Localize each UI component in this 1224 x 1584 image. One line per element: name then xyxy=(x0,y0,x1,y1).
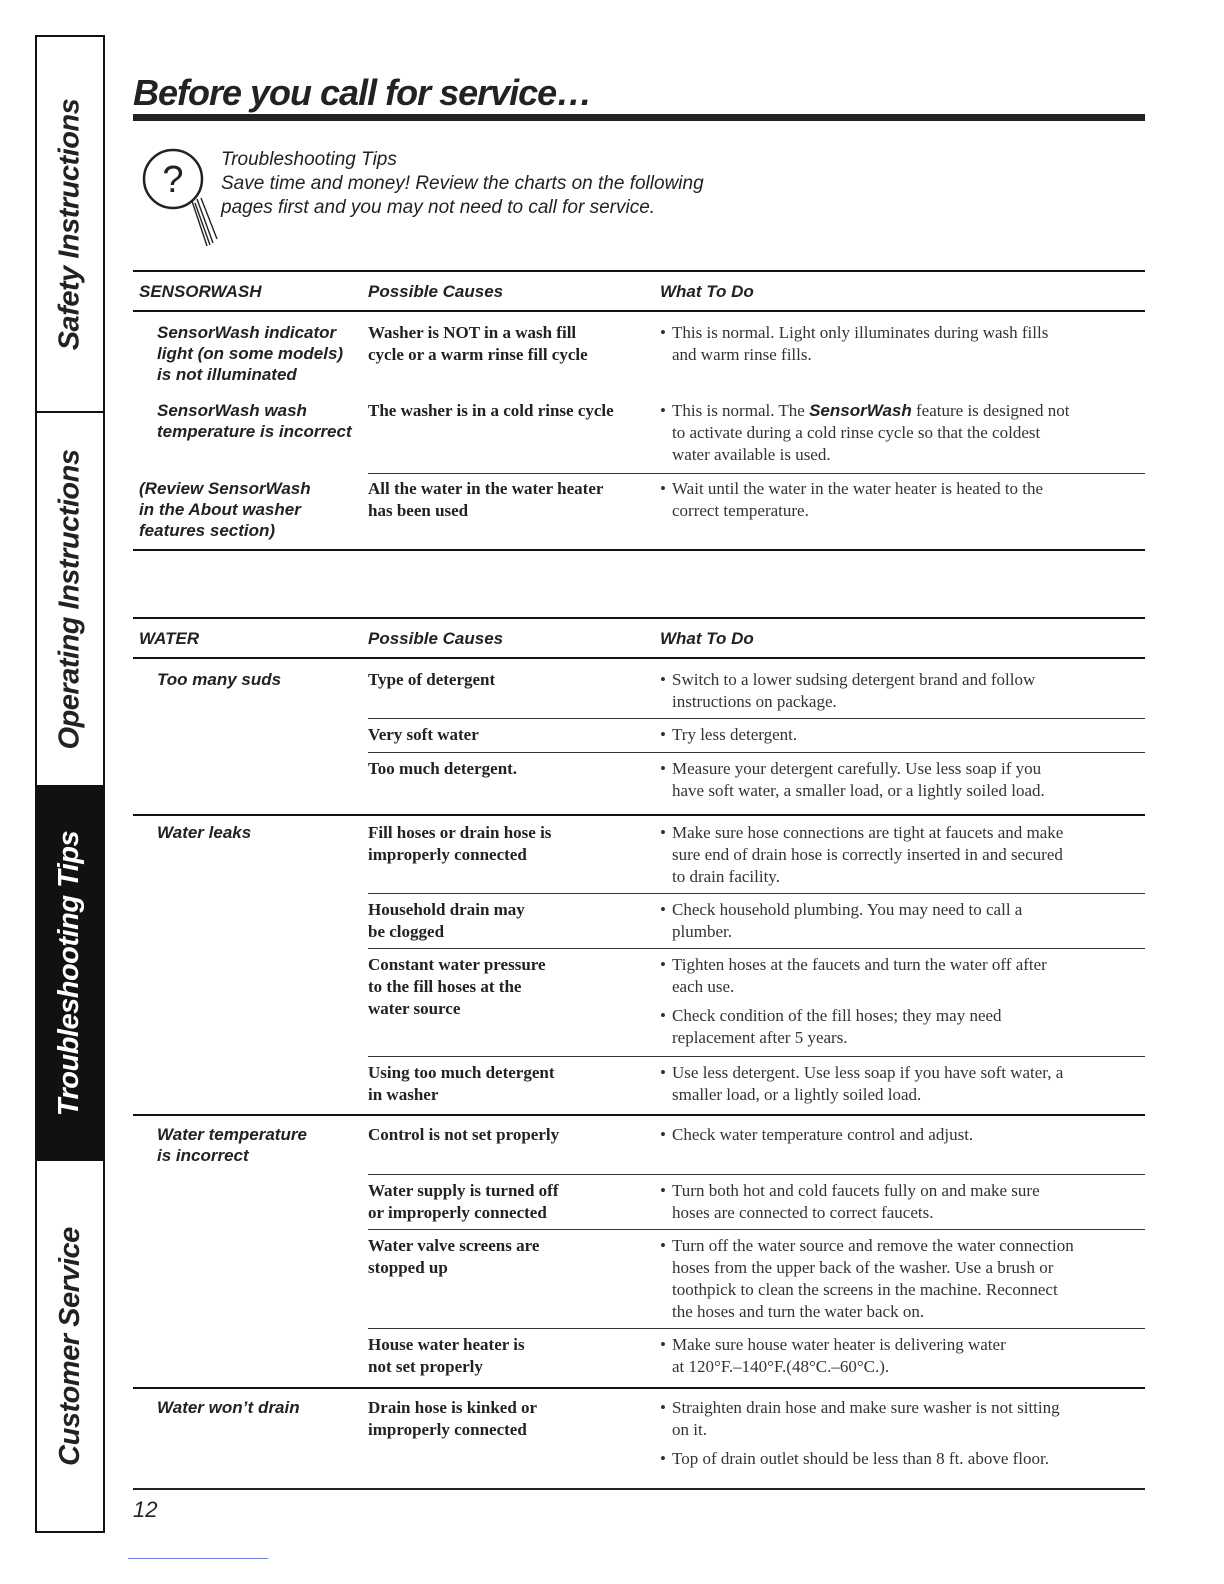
symptom-wont-drain: Water won’t drain xyxy=(157,1398,300,1417)
page-number: 12 xyxy=(133,1497,158,1522)
footer-rule xyxy=(133,1488,1145,1490)
cause-hose-kinked: Drain hose is kinked or improperly connected xyxy=(368,1398,538,1439)
cause-water-heater-used: All the water in the water heater has been used xyxy=(368,479,604,520)
link-underline xyxy=(128,1558,268,1559)
table-bottom-rule xyxy=(133,549,1145,551)
tips-heading: Troubleshooting Tips xyxy=(221,149,397,170)
sensorwash-brand: SensorWash xyxy=(809,401,912,420)
todo-check-temp-control: • Check water temperature control and adjust. xyxy=(660,1125,974,1144)
tips-intro xyxy=(221,148,704,220)
symptom-water-temperature: Water temperature is incorrect xyxy=(157,1125,307,1165)
tab-safety-instructions[interactable] xyxy=(37,37,103,413)
header-rule xyxy=(133,657,1145,659)
todo-drain-height: • Top of drain outlet should be less than 8 ft. above floor. xyxy=(660,1449,1049,1468)
symptom-review-note: (Review SensorWash in the About washer features section) xyxy=(139,479,311,540)
tab-label: Customer Service xyxy=(53,1226,86,1466)
row-divider xyxy=(368,893,1145,894)
symptom-divider xyxy=(133,814,1145,816)
cause-not-in-fill: Washer is NOT in a wash fill cycle or a warm rinse fill cycle xyxy=(368,323,588,364)
todo-try-less: • Try less detergent. xyxy=(660,725,798,744)
todo-wait-heater: • Wait until the water in the water heater is heated to the correct temperature. xyxy=(660,479,1044,520)
row-divider xyxy=(368,1229,1145,1230)
todo-check-heater: • Make sure house water heater is delivering water at 120°F.–140°F.(48°C.–60°C.). xyxy=(660,1335,1006,1376)
table-top-rule xyxy=(133,617,1145,619)
tab-label: Operating Instructions xyxy=(53,449,86,749)
todo-cold-rinse-normal: • This is normal. The SensorWash feature is designed not to activate during a cold rinse cycle so that the coldest water available is used. xyxy=(660,401,1070,464)
tab-label: Troubleshooting Tips xyxy=(53,830,86,1116)
todo-turn-faucets-on: • Turn both hot and cold faucets fully on and make sure hoses are connected to correct faucets. xyxy=(660,1181,1040,1222)
todo-clean-screens: • Turn off the water source and remove the water connection hoses from the upper back of the washer. Use a brush or toothpick to clean the screens in the machine. Reconnect the hoses and turn the water back on. xyxy=(660,1236,1074,1321)
row-divider xyxy=(368,1056,1145,1057)
row-divider xyxy=(368,718,1145,719)
cause-soft-water: Very soft water xyxy=(368,725,479,744)
tab-operating-instructions[interactable] xyxy=(37,413,103,787)
table-top-rule xyxy=(133,270,1145,272)
symptom-divider xyxy=(133,1114,1145,1116)
sensorwash-table xyxy=(133,270,1145,552)
page-title: Before you call for service… xyxy=(133,72,592,113)
cause-control-not-set: Control is not set properly xyxy=(368,1125,560,1144)
symptom-too-many-suds: Too many suds xyxy=(157,670,282,689)
todo-check-hose-condition: • Check condition of the fill hoses; they may need replacement after 5 years. xyxy=(660,1006,1002,1047)
symptom-divider xyxy=(133,1387,1145,1389)
header-rule xyxy=(133,310,1145,312)
tips-line: pages first and you may not need to call for service. xyxy=(221,197,656,218)
symptom-water-leaks: Water leaks xyxy=(157,823,252,842)
cause-heater-not-set: House water heater is not set properly xyxy=(368,1335,525,1376)
column-header: WATER xyxy=(139,629,200,648)
todo-switch-detergent: • Switch to a lower sudsing detergent brand and follow instructions on package. xyxy=(660,670,1036,711)
cause-too-much-detergent: Too much detergent. xyxy=(368,759,518,778)
column-header: What To Do xyxy=(660,282,754,301)
row-divider xyxy=(368,1328,1145,1329)
todo-tighten-hoses: • Tighten hoses at the faucets and turn the water off after each use. xyxy=(660,955,1047,996)
column-header: Possible Causes xyxy=(368,629,504,648)
todo-light-normal: • This is normal. Light only illuminates during wash fills and warm rinse fills. xyxy=(660,323,1049,364)
row-divider xyxy=(368,948,1145,949)
row-divider xyxy=(368,1174,1145,1175)
cause-valve-screens: Water valve screens are stopped up xyxy=(368,1236,540,1277)
svg-text:?: ? xyxy=(162,159,184,201)
column-header: SENSORWASH xyxy=(139,282,262,301)
symptom-wash-temp: SensorWash wash temperature is incorrect xyxy=(157,401,352,441)
row-divider xyxy=(368,752,1145,753)
water-table xyxy=(133,617,1145,1492)
column-header: What To Do xyxy=(660,629,754,648)
row-divider xyxy=(368,473,1145,474)
cause-cold-rinse: The washer is in a cold rinse cycle xyxy=(368,401,614,420)
todo-use-less-detergent: • Use less detergent. Use less soap if you have soft water, a smaller load, or a lightly soiled load. xyxy=(660,1063,1064,1104)
cause-drain-clogged: Household drain may be clogged xyxy=(368,900,525,941)
cause-water-pressure: Constant water pressure to the fill hoses at the water source xyxy=(368,955,546,1018)
cause-supply-off: Water supply is turned off or improperly connected xyxy=(368,1181,559,1222)
todo-straighten-hose: • Straighten drain hose and make sure washer is not sitting on it. xyxy=(660,1398,1060,1439)
tab-label: Safety Instructions xyxy=(53,98,86,350)
cause-hoses-improper: Fill hoses or drain hose is improperly connected xyxy=(368,823,552,864)
todo-tight-connections: • Make sure hose connections are tight at faucets and make sure end of drain hose is correctly inserted in and secured to drain facility. xyxy=(660,823,1064,886)
tips-line: Save time and money! Review the charts on the following xyxy=(221,173,704,194)
side-tabs xyxy=(35,35,105,1533)
tab-troubleshooting-tips[interactable] xyxy=(37,787,103,1161)
tab-customer-service[interactable] xyxy=(37,1161,103,1531)
cause-too-much-detergent-washer: Using too much detergent in washer xyxy=(368,1063,555,1104)
symptom-sensorwash-light: SensorWash indicator light (on some models) is not illuminated xyxy=(157,323,344,384)
column-header: Possible Causes xyxy=(368,282,504,301)
cause-type-detergent: Type of detergent xyxy=(368,670,496,689)
question-mark-icon xyxy=(137,141,221,253)
todo-measure-detergent: • Measure your detergent carefully. Use less soap if you have soft water, a smaller load, or a lightly soiled load. xyxy=(660,759,1045,800)
title-rule xyxy=(133,114,1145,121)
todo-check-plumbing: • Check household plumbing. You may need to call a plumber. xyxy=(660,900,1023,941)
